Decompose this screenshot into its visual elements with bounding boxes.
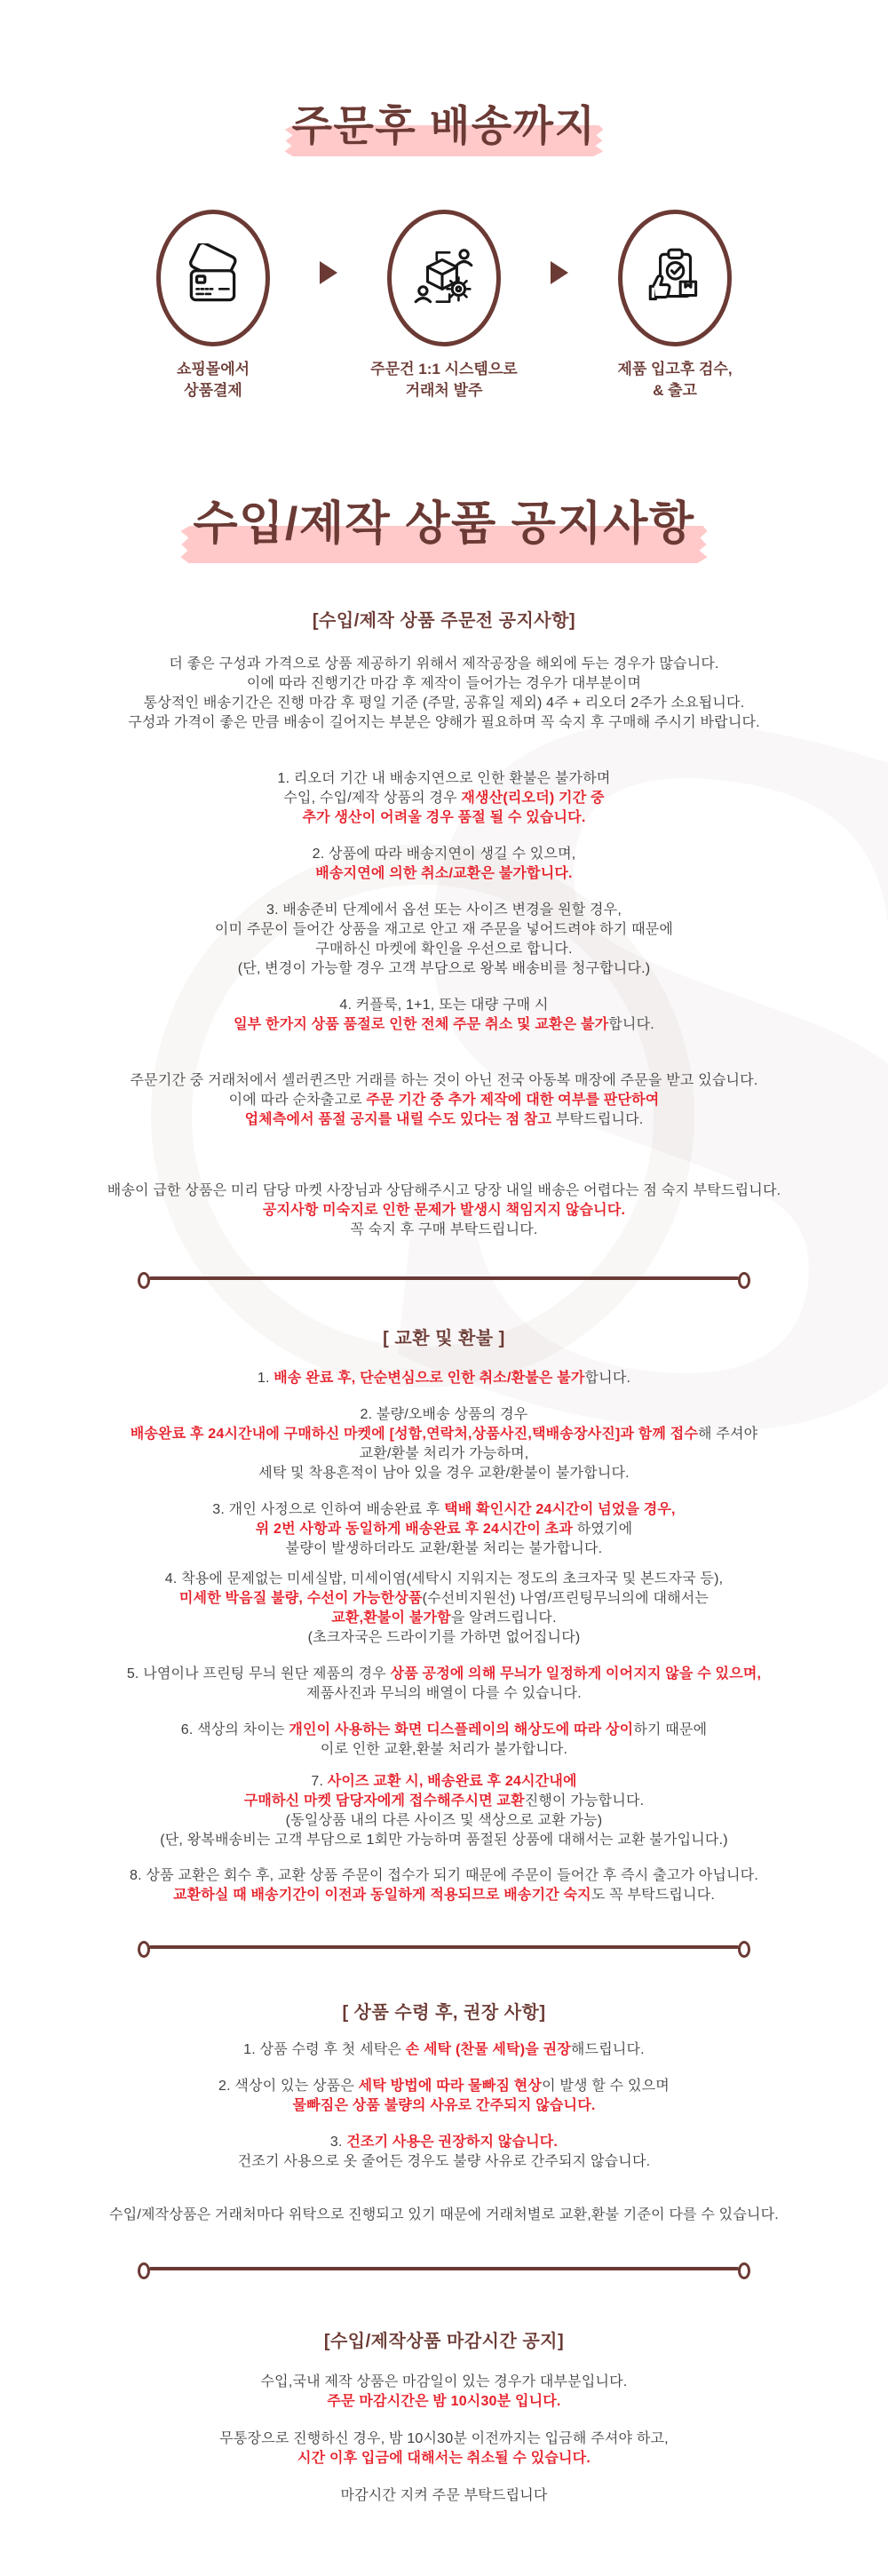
notice-line: 이로 인한 교환,환불 처리가 불가합니다. [320, 1742, 568, 1757]
notice-line: 배송완료 후 24시간내에 구매하신 마켓에 [성함,연락처,상품사진,택배송장사진]과 함께 접수해 주셔야 [130, 1427, 758, 1442]
notice-line: 수입,국내 제작 상품은 마감일이 있는 경우가 대부분입니다. [260, 2374, 628, 2389]
notice-block [0, 1181, 888, 1240]
process-step-inspection [568, 210, 781, 402]
notice-line: 미세한 박음질 불량, 수선이 가능한상품(수선비지원선) 나염/프린팅무늬의에 대해서는 [178, 1591, 710, 1606]
notice-line: 위 2번 사항과 동일하게 배송완료 후 24시간이 초과 하였기에 [255, 1522, 633, 1537]
notice-line: 수입, 수입/제작 상품의 경우 재생산(리오더) 기간 중 [283, 791, 605, 806]
notice-line: 8. 상품 교환은 회수 후, 교환 상품 주문이 접수가 되기 때문에 주문이 들어간 후 즉시 출고가 아닙니다. [130, 1868, 758, 1883]
section-body [0, 2373, 888, 2506]
notice-line: 3. 건조기 사용은 권장하지 않습니다. [329, 2135, 559, 2150]
notice-line: 5. 나염이나 프린팅 무늬 원단 제품의 경우 상품 공정에 의해 무늬가 일정하게 이어지지 않을 수 있으며, [126, 1666, 762, 1682]
notice-line: 물빠짐은 상품 불량의 사유로 간주되지 않습니다. [292, 2098, 596, 2113]
process-step-order-system [337, 210, 551, 402]
notice-line: 2. 상품에 따라 배송지연이 생길 수 있으며, [312, 847, 576, 862]
notice-line: 교환/환불 처리가 가능하며, [359, 1446, 529, 1461]
notice-block [0, 1570, 888, 1648]
notice-line: 4. 착용에 문제없는 미세실밥, 미세이염(세탁시 지워지는 정도의 초크자국 및 본드자국 등), [164, 1571, 724, 1586]
notice-block [0, 2373, 888, 2412]
divider [138, 2262, 750, 2275]
step-label [107, 359, 320, 402]
title2-row [0, 496, 888, 553]
step-label-line: 상품결제 [184, 382, 242, 399]
notice-block [0, 2429, 888, 2469]
notice-line: 추가 생산이 어려울 경우 품절 될 수 있습니다. [302, 810, 586, 825]
notice-block [0, 2040, 888, 2060]
notice-line: (단, 변경이 가능할 경우 고객 부담으로 왕복 배송비를 청구합니다.) [237, 961, 651, 976]
notice-line: 시간 이후 입금에 대해서는 취소될 수 있습니다. [297, 2451, 591, 2466]
divider [138, 1272, 750, 1284]
notice-line: 3. 배송준비 단계에서 옵션 또는 사이즈 변경을 원할 경우, [266, 902, 622, 918]
notice-line: 공지사항 미숙지로 인한 문제가 발생시 책임지지 않습니다. [262, 1203, 626, 1218]
divider-line [149, 2267, 739, 2270]
notice-line: 주문기간 중 거래처에서 셀러퀸즈만 거래를 하는 것이 아닌 전국 아동복 매장에 주문을 받고 있습니다. [130, 1073, 758, 1088]
notice-line: 건조기 사용으로 옷 줄어든 경우도 불량 사유로 간주되지 않습니다. [237, 2154, 651, 2169]
step-label-line: 주문건 1:1 시스템으로 [370, 361, 518, 378]
page-title-delivery: 주문후 배송까지 [292, 99, 597, 153]
divider-ring [738, 1941, 750, 1958]
section-preorder-notice [0, 609, 888, 1240]
notice-line: 4. 커플룩, 1+1, 또는 대량 구매 시 [339, 998, 549, 1013]
section-header: [ 교환 및 환불 ] [383, 1329, 505, 1348]
arrow-right-icon [551, 261, 568, 284]
notice-line: 1. 리오더 기간 내 배송지연으로 인한 환불은 불가하며 [277, 771, 611, 786]
step-circle [618, 210, 732, 346]
notice-line: 제품사진과 무늬의 배열이 다를 수 있습니다. [306, 1686, 582, 1701]
section-exchange-refund [0, 1327, 888, 1905]
divider-ring [138, 1941, 150, 1958]
process-flow [0, 210, 888, 402]
notice-block [0, 1665, 888, 1704]
notice-line: 7. 사이즈 교환 시, 배송완료 후 24시간내에 [311, 1774, 577, 1789]
notice-line: 불량이 발생하더라도 교환/환불 처리는 불가합니다. [285, 1541, 603, 1556]
notice-line: (동일상품 내의 다른 사이즈 및 색상으로 교환 가능) [285, 1813, 603, 1828]
notice-block [0, 2133, 888, 2172]
notice-block [0, 1405, 888, 1483]
notice-line: 교환하실 때 배송기간이 이전과 동일하게 적용되므로 배송기간 숙지도 꼭 부탁드립니다. [172, 1888, 716, 1903]
notice-line: 무통장으로 진행하신 경우, 밤 10시30분 이전까지는 입금해 주셔야 하고, [219, 2431, 669, 2446]
notice-line: 일부 한가지 상품 품절로 인한 전체 주문 취소 및 교환은 불가합니다. [234, 1017, 654, 1032]
notice-line: 마감시간 지켜 주문 부탁드립니다 [340, 2488, 548, 2503]
step-label-line: 거래처 발주 [405, 382, 483, 399]
divider [138, 1941, 750, 1953]
step-label-line: & 출고 [653, 382, 697, 399]
notice-line: 배송지연에 의한 취소/교환은 불가합니다. [315, 866, 573, 881]
notice-line: 교환,환불이 불가함을 알려드립니다. [331, 1610, 557, 1626]
order-system-icon [409, 243, 479, 313]
notice-line: 세탁 및 착용흔적이 남아 있을 경우 교환/환불이 불가합니다. [258, 1466, 630, 1481]
notice-block [0, 1500, 888, 1559]
step-label [568, 359, 781, 402]
notice-line: 이에 따라 순차출고로 주문 기간 중 추가 제작에 대한 여부를 판단하여 [228, 1093, 660, 1108]
notice-line: 1. 상품 수령 후 첫 세탁은 손 세탁 (찬물 세탁)을 권장해드립니다. [243, 2042, 645, 2057]
divider-line [149, 1945, 739, 1949]
notice-line: (초크자국은 드라이기를 가하면 없어집니다) [307, 1630, 581, 1645]
divider-ring [738, 1272, 750, 1289]
notice-line: 이에 따라 진행기간 마감 후 제작이 들어가는 경우가 대부분이며 [246, 676, 642, 691]
arrow-right-icon [320, 261, 337, 284]
notice-line: 꼭 숙지 후 구매 부탁드립니다. [350, 1222, 538, 1237]
notice-line: 통상적인 배송기간은 진행 마감 후 평일 기준 (주말, 공휴일 제외) 4주 + 리오더 2주가 소요됩니다. [143, 696, 745, 711]
notice-line: 배송이 급한 상품은 미리 담당 마켓 사장님과 상담해주시고 당장 내일 배송은 어렵다는 점 숙지 부탁드립니다. [107, 1183, 781, 1198]
notice-block [0, 901, 888, 979]
notice-line: 2. 불량/오배송 상품의 경우 [360, 1407, 528, 1422]
notice-line: 구매하신 마켓에 확인을 우선으로 합니다. [315, 942, 573, 957]
notice-block [0, 769, 888, 828]
notice-line: 구매하신 마켓 담당자에게 접수해주시면 교환진행이 가능합니다. [243, 1793, 645, 1809]
notice-block [0, 655, 888, 733]
notice-block [0, 996, 888, 1035]
notice-line: 6. 색상의 차이는 개인이 사용하는 화면 디스플레이의 해상도에 따라 상이하기 때문에 [180, 1722, 708, 1737]
section-header: [수입/제작 상품 주문전 공지사항] [312, 611, 576, 631]
step-label-line: 제품 입고후 검수, [617, 361, 733, 378]
notice-line: 주문 마감시간은 밤 10시30분 입니다. [327, 2394, 561, 2409]
notice-line: 더 좋은 구성과 가격으로 상품 제공하기 위해서 제작공장을 해외에 두는 경우가 많습니다. [169, 656, 719, 672]
section-body [0, 655, 888, 1240]
step-circle [156, 210, 270, 346]
notice-block [0, 1071, 888, 1130]
section-header: [ 상품 수령 후, 권장 사항] [342, 2003, 546, 2023]
section-header: [수입/제작상품 마감시간 공지] [323, 2332, 565, 2351]
divider-ring [738, 2262, 750, 2279]
section-after-receipt [0, 2001, 888, 2225]
notice-line: 1. 배송 완료 후, 단순변심으로 인한 취소/환불은 불가합니다. [257, 1371, 631, 1386]
notice-line: 이미 주문이 들어간 상품을 재고로 안고 재 주문을 넣어드려야 하기 때문에 [214, 922, 674, 937]
title1-row [0, 99, 888, 153]
divider-ring [138, 1272, 150, 1289]
divider-ring [138, 2262, 150, 2279]
section-body [0, 2040, 888, 2225]
page-title-notice: 수입/제작 상품 공지사항 [193, 496, 694, 553]
notice-line: 2. 색상이 있는 상품은 세탁 방법에 따라 물빠짐 현상이 발생 할 수 있으며 [218, 2079, 670, 2094]
notice-block [0, 1866, 888, 1905]
credit-card-icon [178, 243, 248, 313]
notice-block [0, 845, 888, 884]
notice-block [0, 1369, 888, 1388]
notice-line: 3. 개인 사정으로 인하여 배송완료 후 택배 확인시간 24시간이 넘었을 경우, [212, 1502, 676, 1517]
notice-block [0, 1772, 888, 1850]
section-body [0, 1369, 888, 1905]
notice-line: 구성과 가격이 좋은 만큼 배송이 길어지는 부분은 양해가 필요하며 꼭 숙지 후 구매해 주시기 바랍니다. [128, 715, 760, 730]
notice-block [0, 2077, 888, 2116]
step-circle [387, 210, 501, 346]
notice-block [0, 2206, 888, 2225]
notice-block [0, 1721, 888, 1760]
section-deadline-notice [0, 2330, 888, 2506]
clipboard-check-icon [640, 243, 710, 313]
notice-line: (단, 왕복배송비는 고객 부담으로 1회만 가능하며 품절된 상품에 대해서는 교환 불가입니다.) [160, 1833, 728, 1848]
notice-line: 수입/제작상품은 거래처마다 위탁으로 진행되고 있기 때문에 거래처별로 교환,환불 기준이 다를 수 있습니다. [109, 2207, 779, 2222]
step-label-line: 쇼핑몰에서 [176, 361, 250, 378]
notice-line: 업체측에서 품절 공지를 내릴 수도 있다는 점 참고 부탁드립니다. [244, 1112, 644, 1127]
step-label [337, 359, 551, 402]
divider-line [149, 1276, 739, 1280]
process-step-payment [107, 210, 320, 402]
notice-block [0, 2486, 888, 2506]
